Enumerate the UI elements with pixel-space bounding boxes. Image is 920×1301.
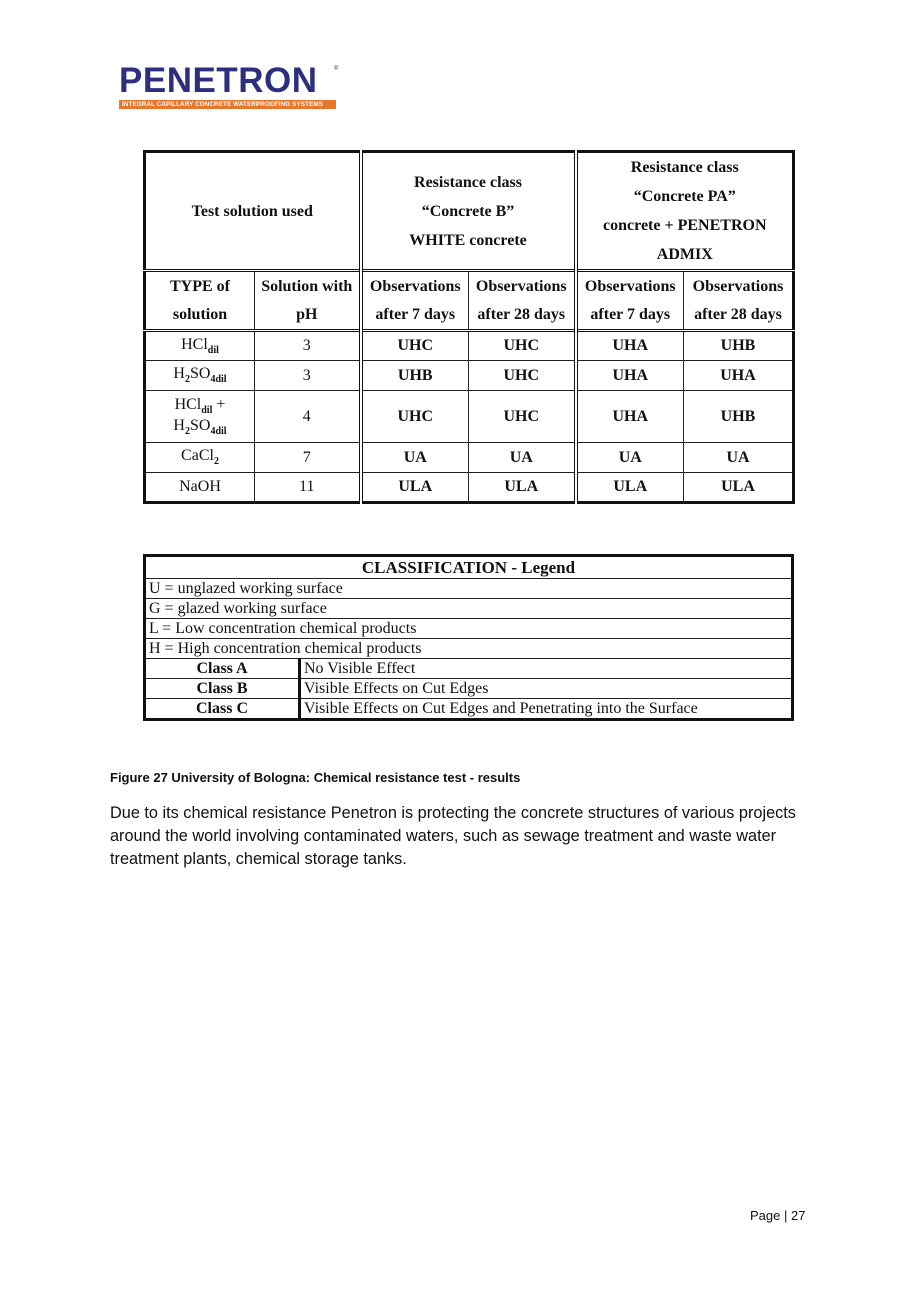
concrete-pa-28day-cell: UHB [684,391,794,443]
concrete-pa-obs28-header: Observations after 28 days [684,271,794,331]
ph-cell: 3 [255,331,361,361]
concrete-b-obs28-header: Observations after 28 days [469,271,576,331]
class-c-label: Class C [145,699,300,720]
logo-wordmark: PENETRON [119,61,318,100]
ph-cell: 3 [255,361,361,391]
concrete-b-header: Resistance class “Concrete B” WHITE concrete [361,152,576,271]
concrete-pa-7day-cell: ULA [576,473,684,503]
concrete-pa-28day-cell: UA [684,443,794,473]
concrete-b-7day-cell: UHC [361,391,469,443]
concrete-b-7day-cell: UHB [361,361,469,391]
concrete-b-28day-cell: ULA [469,473,576,503]
type-header: TYPE of solution [145,271,255,331]
test-solution-header: Test solution used [145,152,361,271]
concrete-b-obs7-header: Observations after 7 days [361,271,469,331]
legend-definition: H = High concentration chemical products [145,639,793,659]
legend-definition: U = unglazed working surface [145,579,793,599]
classification-legend-table [143,554,794,721]
concrete-pa-header: Resistance class “Concrete PA” concrete + PENETRON ADMIX [576,152,794,271]
concrete-pa-7day-cell: UHA [576,391,684,443]
concrete-pa-7day-cell: UHA [576,331,684,361]
concrete-b-28day-cell: UHC [469,391,576,443]
class-a-description: No Visible Effect [300,659,793,679]
solution-cell: CaCl$_2$ [145,443,255,473]
concrete-b-7day-cell: UA [361,443,469,473]
concrete-b-28day-cell: UA [469,443,576,473]
solution-cell: HCl$_{dil}$ + $H_2SO_{4dil}$ [145,391,255,443]
table-row [145,473,794,503]
concrete-pa-obs7-header: Observations after 7 days [576,271,684,331]
ph-header: Solution with pH [255,271,361,331]
registered-mark: ® [334,66,339,72]
concrete-pa-28day-cell: UHA [684,361,794,391]
figure-caption: Figure 27 University of Bologna: Chemical resistance test - results [110,770,521,785]
class-a-label: Class A [145,659,300,679]
solution-cell: HCl$_{dil}$ [145,331,255,361]
concrete-b-7day-cell: ULA [361,473,469,503]
body-paragraph: Due to its chemical resistance Penetron is protecting the concrete structures of various projects around the world involving contaminated waters, such as sewage treatment and waste water treatment plants, chemical storage tanks. [110,804,796,868]
table-row [145,331,794,361]
legend-definition: L = Low concentration chemical products [145,619,793,639]
ph-cell: 4 [255,391,361,443]
legend-definition: G = glazed working surface [145,599,793,619]
class-b-description: Visible Effects on Cut Edges [300,679,793,699]
logo-tagline: INTEGRAL CAPILLARY CONCRETE WATERPROOFING SYSTEMS [119,100,336,109]
concrete-b-7day-cell: UHC [361,331,469,361]
ph-cell: 7 [255,443,361,473]
class-b-label: Class B [145,679,300,699]
class-c-description: Visible Effects on Cut Edges and Penetrating into the Surface [300,699,793,720]
concrete-pa-28day-cell: UHB [684,331,794,361]
concrete-b-28day-cell: UHC [469,361,576,391]
page-number: Page | 27 [750,1208,806,1223]
results-table-body [145,331,794,503]
ph-cell: 11 [255,473,361,503]
solution-cell: NaOH [145,473,255,503]
concrete-pa-7day-cell: UHA [576,361,684,391]
table-row [145,391,794,443]
concrete-pa-28day-cell: ULA [684,473,794,503]
penetron-logo [119,61,339,109]
table-row [145,443,794,473]
chemical-resistance-table [143,150,795,504]
concrete-pa-7day-cell: UA [576,443,684,473]
concrete-b-28day-cell: UHC [469,331,576,361]
solution-cell: $H_2SO_{4dil}$ [145,361,255,391]
legend-title: CLASSIFICATION - Legend [145,556,793,579]
table-row [145,361,794,391]
